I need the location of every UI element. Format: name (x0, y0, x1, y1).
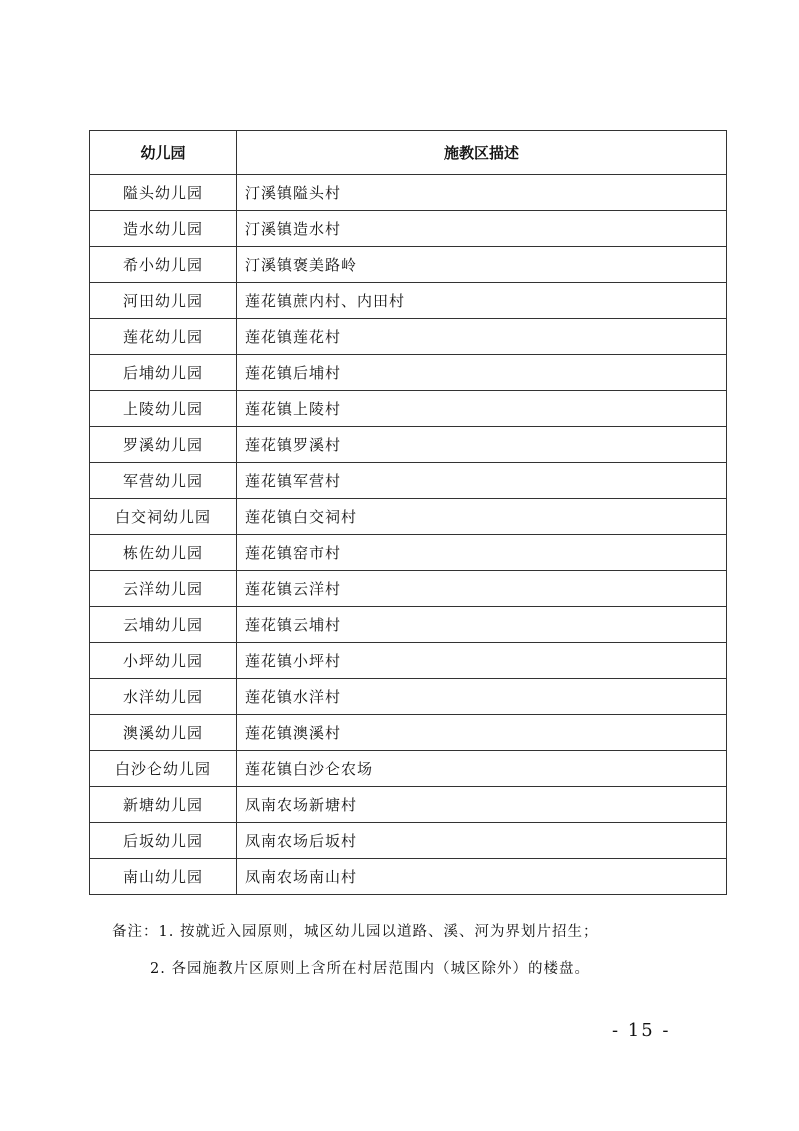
area-description-cell: 莲花镇小坪村 (237, 643, 727, 679)
kindergarten-name-cell: 造水幼儿园 (90, 211, 237, 247)
header-area-description: 施教区描述 (237, 131, 727, 175)
kindergarten-name-cell: 莲花幼儿园 (90, 319, 237, 355)
area-description-cell: 莲花镇窑市村 (237, 535, 727, 571)
table-row (90, 463, 727, 499)
table-row (90, 355, 727, 391)
area-description-cell: 莲花镇云洋村 (237, 571, 727, 607)
area-description-cell: 莲花镇水洋村 (237, 679, 727, 715)
kindergarten-name-cell: 白交祠幼儿园 (90, 499, 237, 535)
kindergarten-name-cell: 小坪幼儿园 (90, 643, 237, 679)
page-number: - 15 - (612, 1020, 671, 1041)
kindergarten-name-cell: 上陵幼儿园 (90, 391, 237, 427)
table-row (90, 211, 727, 247)
kindergarten-name-cell: 希小幼儿园 (90, 247, 237, 283)
kindergarten-name-cell: 新塘幼儿园 (90, 787, 237, 823)
table-row (90, 787, 727, 823)
area-description-cell: 莲花镇莲花村 (237, 319, 727, 355)
area-description-cell: 凤南农场后坂村 (237, 823, 727, 859)
area-description-cell: 莲花镇蔗内村、内田村 (237, 283, 727, 319)
header-kindergarten: 幼儿园 (90, 131, 237, 175)
area-description-cell: 莲花镇白交祠村 (237, 499, 727, 535)
area-description-cell: 凤南农场南山村 (237, 859, 727, 895)
kindergarten-name-cell: 军营幼儿园 (90, 463, 237, 499)
kindergarten-name-cell: 河田幼儿园 (90, 283, 237, 319)
kindergarten-name-cell: 澳溪幼儿园 (90, 715, 237, 751)
table-row (90, 571, 727, 607)
table-row (90, 751, 727, 787)
table-row (90, 643, 727, 679)
table-row (90, 535, 727, 571)
area-description-cell: 莲花镇罗溪村 (237, 427, 727, 463)
note-line-2: 2. 各园施教片区原则上含所在村居范围内（城区除外）的楼盘。 (150, 961, 590, 977)
area-description-cell: 莲花镇白沙仑农场 (237, 751, 727, 787)
table-row (90, 823, 727, 859)
table-row (90, 715, 727, 751)
table-body (90, 175, 727, 895)
kindergarten-name-cell: 后埔幼儿园 (90, 355, 237, 391)
kindergarten-name-cell: 罗溪幼儿园 (90, 427, 237, 463)
table-row (90, 175, 727, 211)
area-description-cell: 汀溪镇褒美路岭 (237, 247, 727, 283)
table-row (90, 247, 727, 283)
kindergarten-name-cell: 云洋幼儿园 (90, 571, 237, 607)
table-row (90, 391, 727, 427)
table-row (90, 607, 727, 643)
area-description-cell: 莲花镇澳溪村 (237, 715, 727, 751)
area-description-cell: 凤南农场新塘村 (237, 787, 727, 823)
table-row (90, 679, 727, 715)
kindergarten-name-cell: 后坂幼儿园 (90, 823, 237, 859)
table-row (90, 499, 727, 535)
area-description-cell: 莲花镇云埔村 (237, 607, 727, 643)
kindergarten-name-cell: 隘头幼儿园 (90, 175, 237, 211)
kindergarten-name-cell: 白沙仑幼儿园 (90, 751, 237, 787)
note-line-1: 备注：1. 按就近入园原则，城区幼儿园以道路、溪、河为界划片招生； (112, 924, 599, 940)
kindergarten-name-cell: 水洋幼儿园 (90, 679, 237, 715)
kindergarten-name-cell: 栋佐幼儿园 (90, 535, 237, 571)
table-header-row (90, 131, 727, 175)
kindergarten-table (89, 130, 727, 895)
area-description-cell: 汀溪镇造水村 (237, 211, 727, 247)
kindergarten-name-cell: 云埔幼儿园 (90, 607, 237, 643)
kindergarten-name-cell: 南山幼儿园 (90, 859, 237, 895)
area-description-cell: 莲花镇军营村 (237, 463, 727, 499)
area-description-cell: 汀溪镇隘头村 (237, 175, 727, 211)
area-description-cell: 莲花镇上陵村 (237, 391, 727, 427)
table-row (90, 283, 727, 319)
area-description-cell: 莲花镇后埔村 (237, 355, 727, 391)
table-row (90, 427, 727, 463)
table-row (90, 859, 727, 895)
table-row (90, 319, 727, 355)
